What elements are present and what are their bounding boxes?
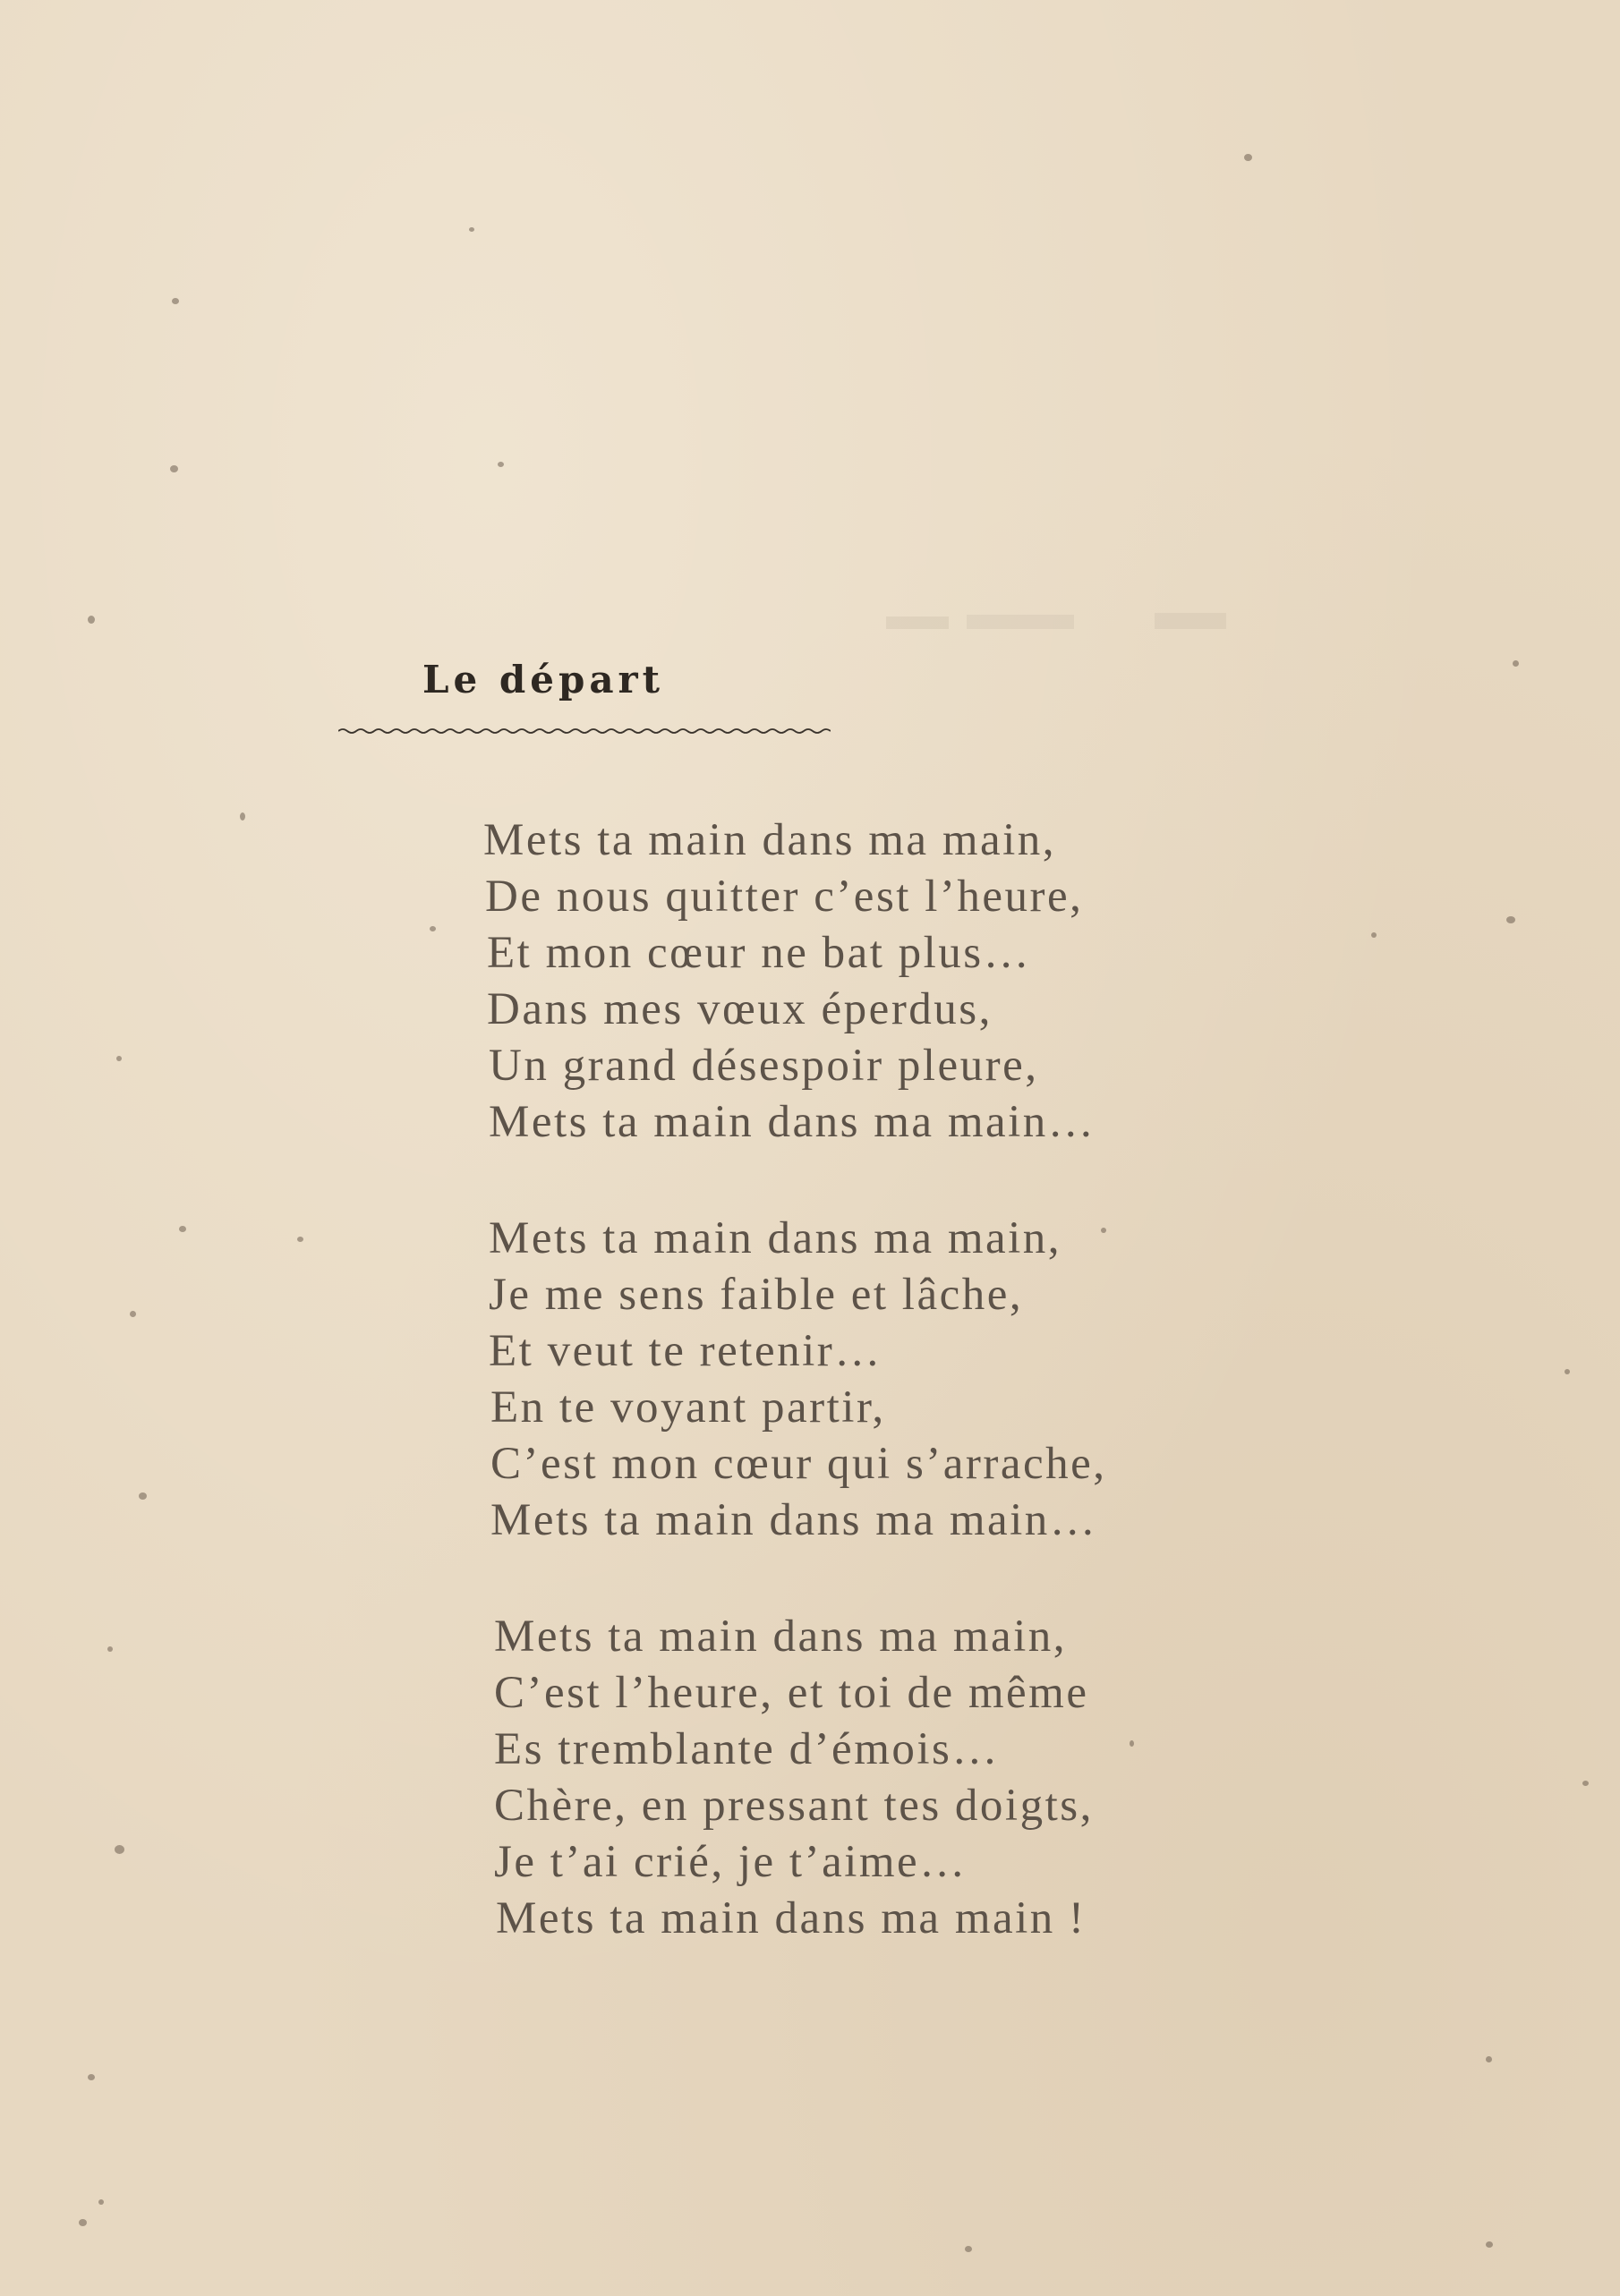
paper-speck (172, 298, 179, 304)
paper-speck (1244, 154, 1252, 161)
paper-speck (1486, 2056, 1492, 2062)
paper-speck (116, 1056, 122, 1061)
paper-speck (79, 2219, 87, 2226)
paper-speck (1582, 1781, 1589, 1786)
paper-speck (965, 2246, 972, 2252)
paper-speck (1486, 2241, 1493, 2248)
paper-speck (1371, 932, 1377, 938)
show-through-texture (886, 601, 1244, 637)
paper-speck (179, 1226, 186, 1232)
paper-speck (130, 1311, 136, 1317)
verse-line: Mets ta main dans ma main, (489, 1213, 1062, 1263)
verse-line: Mets ta main dans ma main… (489, 1097, 1096, 1147)
verse-line: Es tremblante d’émois… (494, 1724, 1000, 1774)
verse-line: Je t’ai crié, je t’aime… (494, 1837, 968, 1887)
paper-speck (240, 812, 245, 821)
verse-line: Je me sens faible et lâche, (489, 1270, 1024, 1320)
verse-line: Mets ta main dans ma main… (490, 1495, 1098, 1545)
paper-speck (1506, 916, 1515, 923)
paper-speck (1565, 1369, 1570, 1374)
verse-line: Mets ta main dans ma main, (494, 1611, 1068, 1662)
paper-speck (98, 2199, 104, 2205)
paper-speck (88, 616, 95, 624)
verse-line: De nous quitter c’est l’heure, (485, 872, 1084, 922)
verse-line: Dans mes vœux éperdus, (487, 984, 993, 1034)
verse-line: Et veut te retenir… (489, 1326, 882, 1376)
paper-speck (1513, 660, 1519, 667)
stanza (483, 1609, 1164, 1947)
paper-speck (498, 462, 504, 467)
stanza (483, 812, 1164, 1151)
verse-line: Mets ta main dans ma main, (483, 815, 1057, 865)
paper-speck (430, 926, 436, 931)
paper-speck (170, 465, 178, 472)
paper-speck (469, 227, 474, 232)
verse-line: C’est l’heure, et toi de même (494, 1668, 1089, 1718)
paper-speck (297, 1237, 303, 1242)
paper-speck (115, 1845, 124, 1854)
verse-line: Un grand désespoir pleure, (489, 1041, 1039, 1091)
stanza (483, 1211, 1164, 1549)
paper-speck (139, 1492, 147, 1500)
verse-line: Mets ta main dans ma main ! (496, 1893, 1087, 1943)
verse-line: C’est mon cœur qui s’arrache, (490, 1439, 1107, 1489)
page-title: Le départ (422, 658, 665, 702)
verse-line: Chère, en pressant tes doigts, (494, 1781, 1094, 1831)
verse-line: En te voyant partir, (490, 1382, 886, 1433)
paper-speck (88, 2074, 95, 2080)
paper-speck (107, 1646, 113, 1652)
wavy-rule-ornament (338, 725, 831, 737)
verse-line: Et mon cœur ne bat plus… (487, 928, 1032, 978)
poem (483, 812, 1164, 2007)
